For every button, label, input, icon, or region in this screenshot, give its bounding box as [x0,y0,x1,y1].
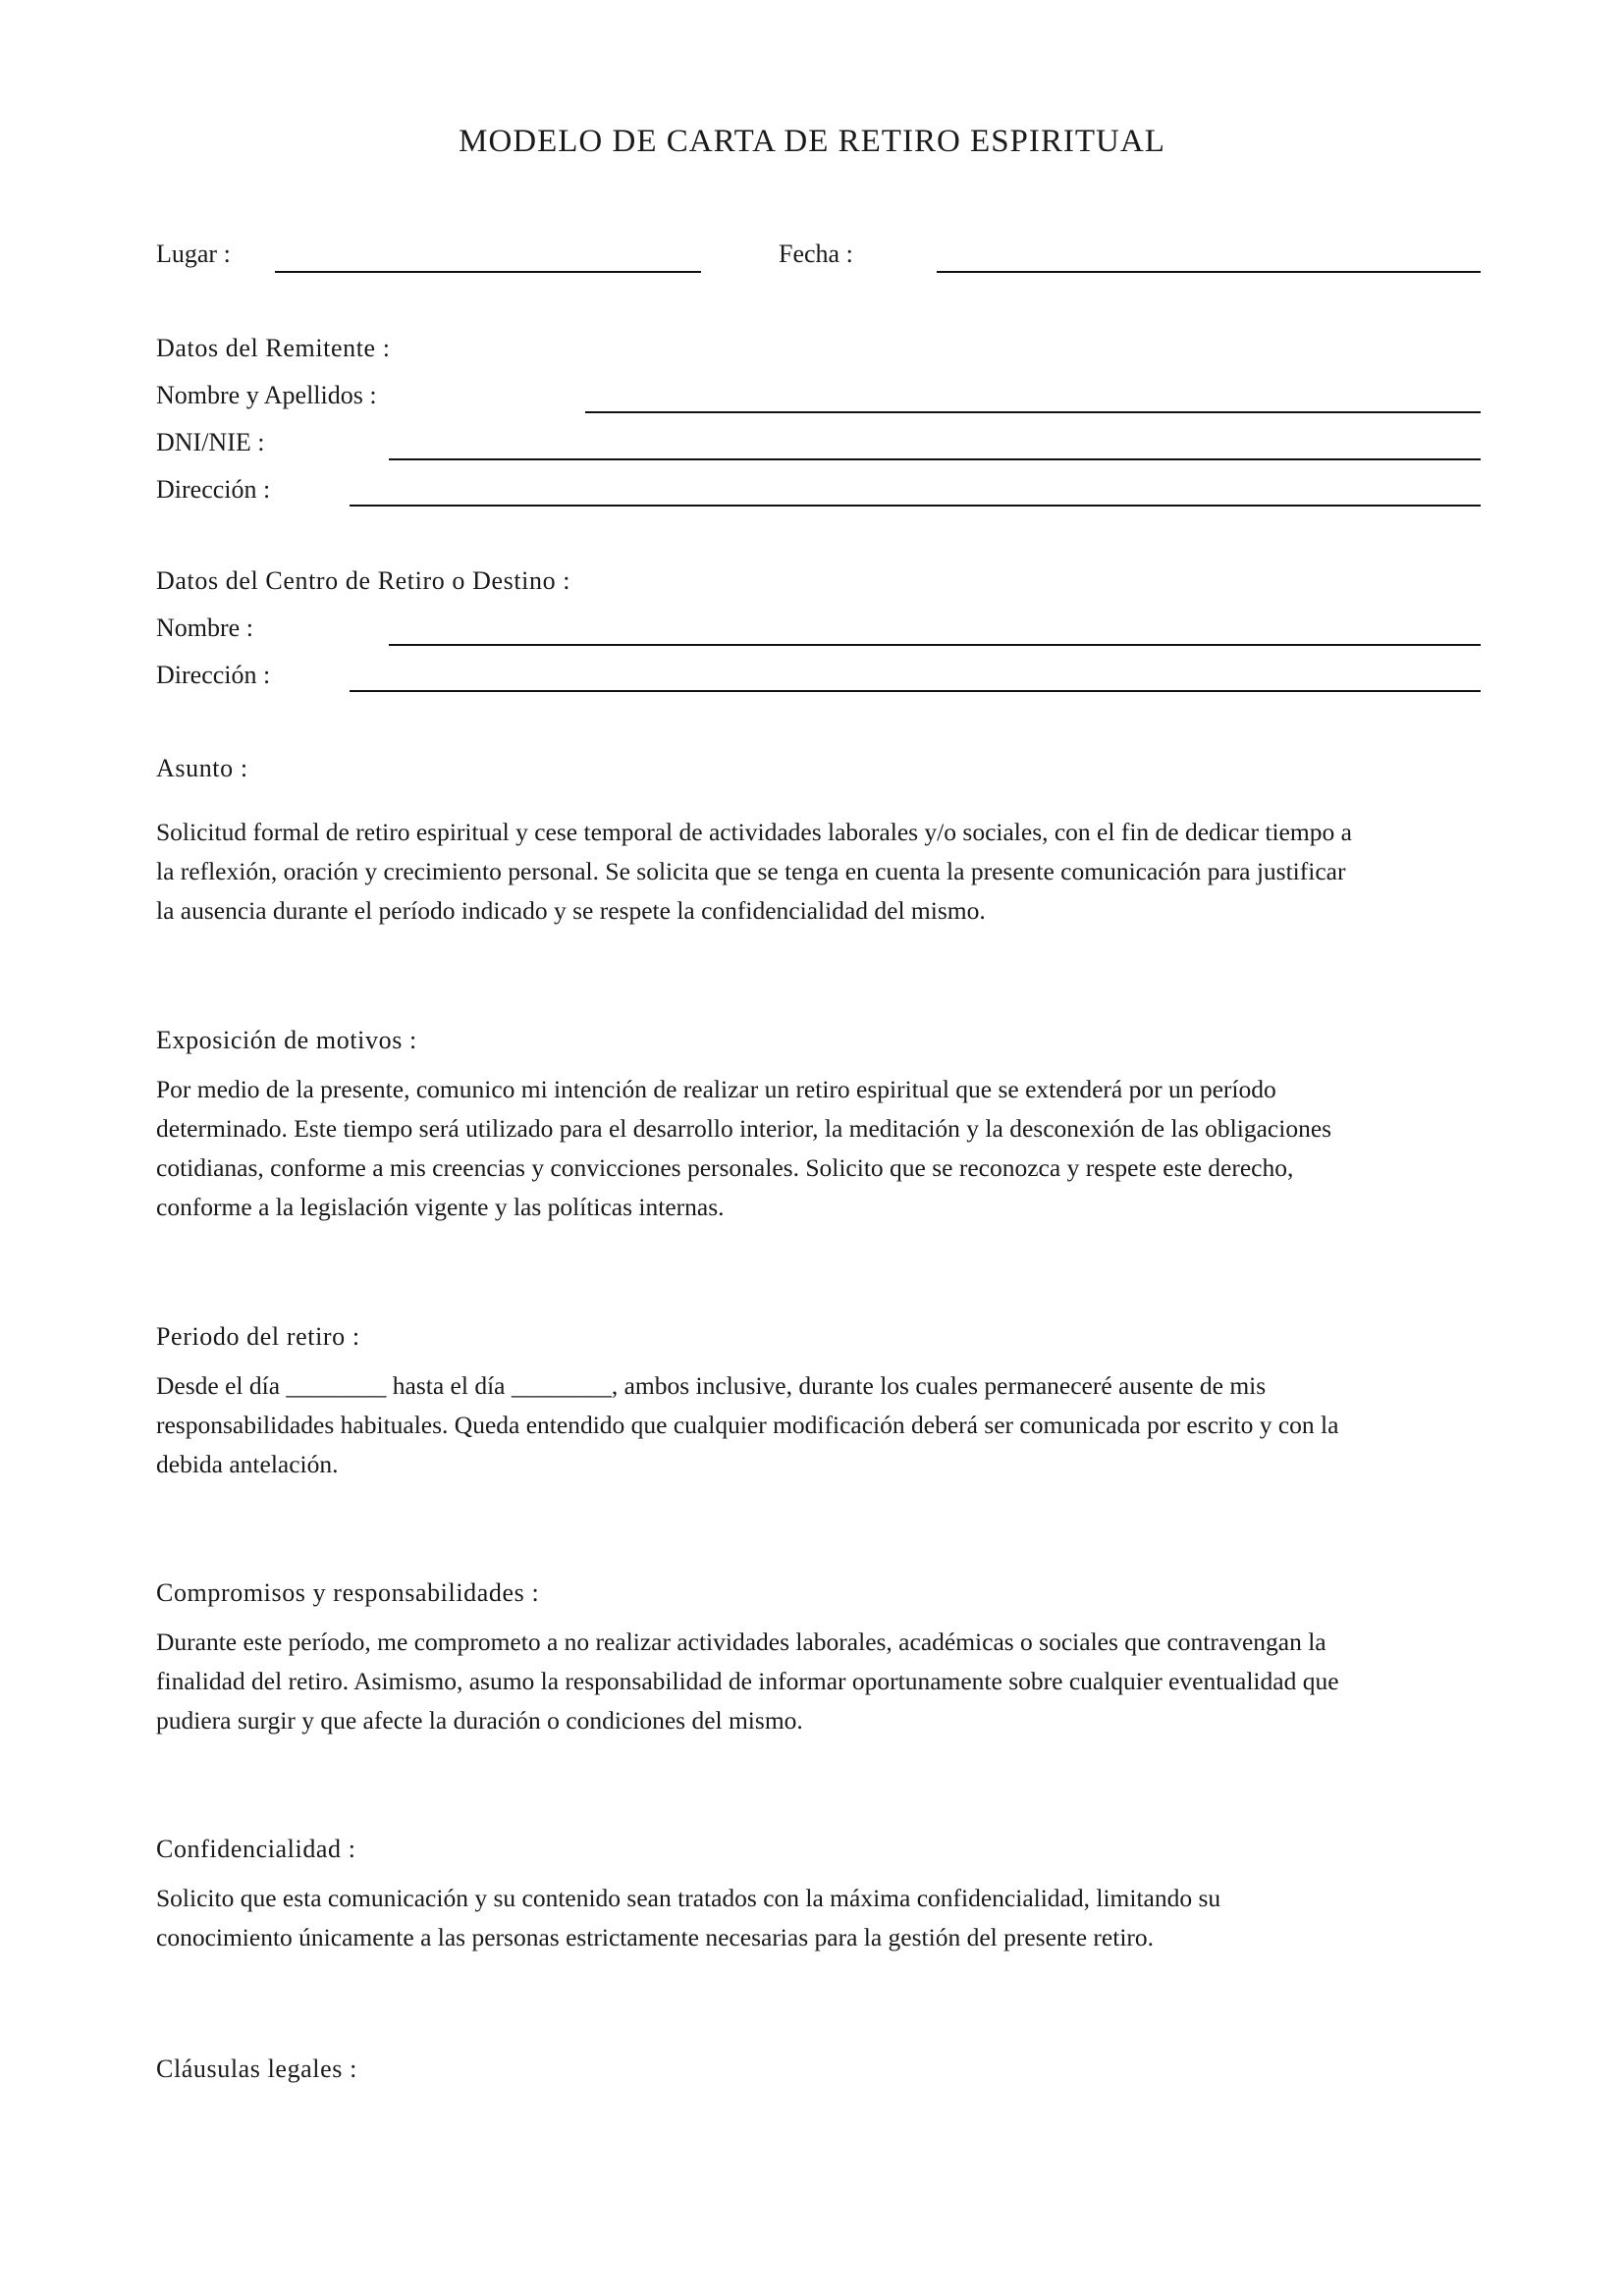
compromisos-line: Durante este período, me comprometo a no realizar actividades laborales, académicas o sociales que contravengan la [156,1628,1326,1656]
periodo-line: responsabilidades habituales. Queda entendido que cualquier modificación deberá ser comunicada por escrito y con la [156,1411,1339,1439]
centro-direccion-field-line[interactable] [350,690,1481,692]
periodo-paragraph [156,1366,1484,1484]
motivos-line: cotidianas, conforme a mis creencias y convicciones personales. Solicito que se reconozca y respete este derecho, [156,1153,1294,1182]
centro-nombre-label: Nombre : [156,614,253,642]
remitente-dni-label: DNI/NIE : [156,428,265,456]
remitente-heading: Datos del Remitente : [156,334,391,362]
compromisos-line: finalidad del retiro. Asimismo, asumo la responsabilidad de informar oportunamente sobre cualquier eventualidad que [156,1667,1339,1695]
confidencialidad-line: conocimiento únicamente a las personas estrictamente necesarias para la gestión del presente retiro. [156,1923,1155,1951]
compromisos-line: pudiera surgir y que afecte la duración o condiciones del mismo. [156,1706,803,1735]
fecha-label: Fecha : [779,240,853,268]
lugar-field-line[interactable] [275,271,701,273]
asunto-heading: Asunto : [156,754,248,782]
motivos-paragraph [156,1070,1484,1227]
asunto-line: la ausencia durante el período indicado y se respete la confidencialidad del mismo. [156,896,986,925]
asunto-line: la reflexión, oración y crecimiento personal. Se solicita que se tenga en cuenta la presente comunicación para justificar [156,857,1346,885]
fecha-field-line[interactable] [937,271,1481,273]
motivos-line: determinado. Este tiempo será utilizado para el desarrollo interior, la meditación y la desconexión de las obligaciones [156,1114,1332,1143]
asunto-paragraph [156,813,1484,931]
motivos-line: conforme a la legislación vigente y las políticas internas. [156,1193,725,1221]
periodo-heading: Periodo del retiro : [156,1322,360,1351]
clausulas-heading: Cláusulas legales : [156,2055,357,2083]
periodo-line: Desde el día ________ hasta el día ________, ambos inclusive, durante los cuales permaneceré ausente de mis [156,1371,1267,1400]
centro-direccion-label: Dirección : [156,661,271,689]
motivos-line: Por medio de la presente, comunico mi intención de realizar un retiro espiritual que se extenderá por un período [156,1075,1276,1103]
periodo-line: debida antelación. [156,1450,339,1478]
remitente-direccion-label: Dirección : [156,475,271,504]
document-title: MODELO DE CARTA DE RETIRO ESPIRITUAL [459,124,1165,159]
compromisos-heading: Compromisos y responsabilidades : [156,1578,540,1607]
centro-nombre-field-line[interactable] [389,644,1481,646]
remitente-dni-field-line[interactable] [389,458,1481,460]
confidencialidad-heading: Confidencialidad : [156,1835,356,1863]
remitente-direccion-field-line[interactable] [350,505,1481,507]
confidencialidad-line: Solicito que esta comunicación y su contenido sean tratados con la máxima confidencialidad, limitando su [156,1884,1221,1912]
compromisos-paragraph [156,1623,1484,1740]
asunto-line: Solicitud formal de retiro espiritual y cese temporal de actividades laborales y/o sociales, con el fin de dedicar tiempo a [156,818,1352,846]
remitente-nombre-label: Nombre y Apellidos : [156,381,377,409]
lugar-label: Lugar : [156,240,231,268]
remitente-nombre-field-line[interactable] [585,411,1481,413]
confidencialidad-paragraph [156,1879,1484,1957]
centro-heading: Datos del Centro de Retiro o Destino : [156,566,571,595]
motivos-heading: Exposición de motivos : [156,1026,417,1054]
